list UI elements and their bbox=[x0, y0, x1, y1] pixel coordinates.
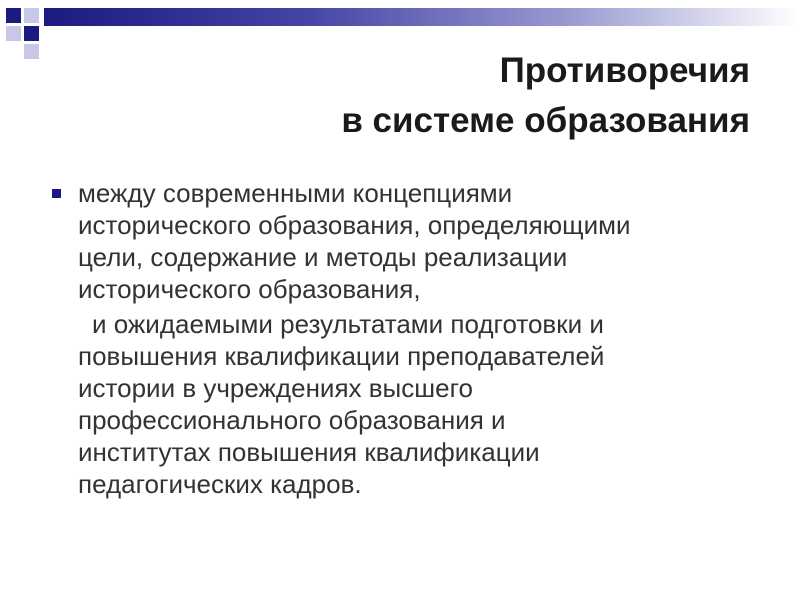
bullet-line: исторического образования, определяющими bbox=[78, 210, 631, 240]
continuation-line: повышения квалификации преподавателей bbox=[78, 341, 605, 371]
bullet-line: между современными концепциями bbox=[78, 178, 513, 208]
continuation-line: истории в учреждениях высшего bbox=[78, 373, 473, 403]
bullet-line: исторического образования, bbox=[78, 274, 421, 304]
header-square-light bbox=[24, 44, 39, 59]
square-bullet-icon bbox=[52, 189, 61, 198]
header-square-dark bbox=[6, 8, 21, 23]
bullet-line: цели, содержание и методы реализации bbox=[78, 242, 568, 272]
continuation-line: педагогических кадров. bbox=[78, 469, 362, 499]
header-square-dark bbox=[24, 26, 39, 41]
header-square-light bbox=[24, 8, 39, 23]
slide-body bbox=[52, 177, 772, 500]
continuation-line: профессионального образования и bbox=[78, 405, 506, 435]
bullet-item bbox=[52, 177, 772, 305]
continuation-paragraph bbox=[52, 308, 772, 500]
title-line-2: в системе образования bbox=[341, 101, 750, 140]
slide-title bbox=[150, 46, 750, 146]
continuation-line: институтах повышения квалификации bbox=[78, 437, 540, 467]
header-square-light bbox=[6, 26, 21, 41]
header-gradient-bar bbox=[44, 8, 800, 26]
continuation-line: и ожидаемыми результатами подготовки и bbox=[92, 309, 604, 339]
title-line-1: Противоречия bbox=[499, 51, 750, 90]
